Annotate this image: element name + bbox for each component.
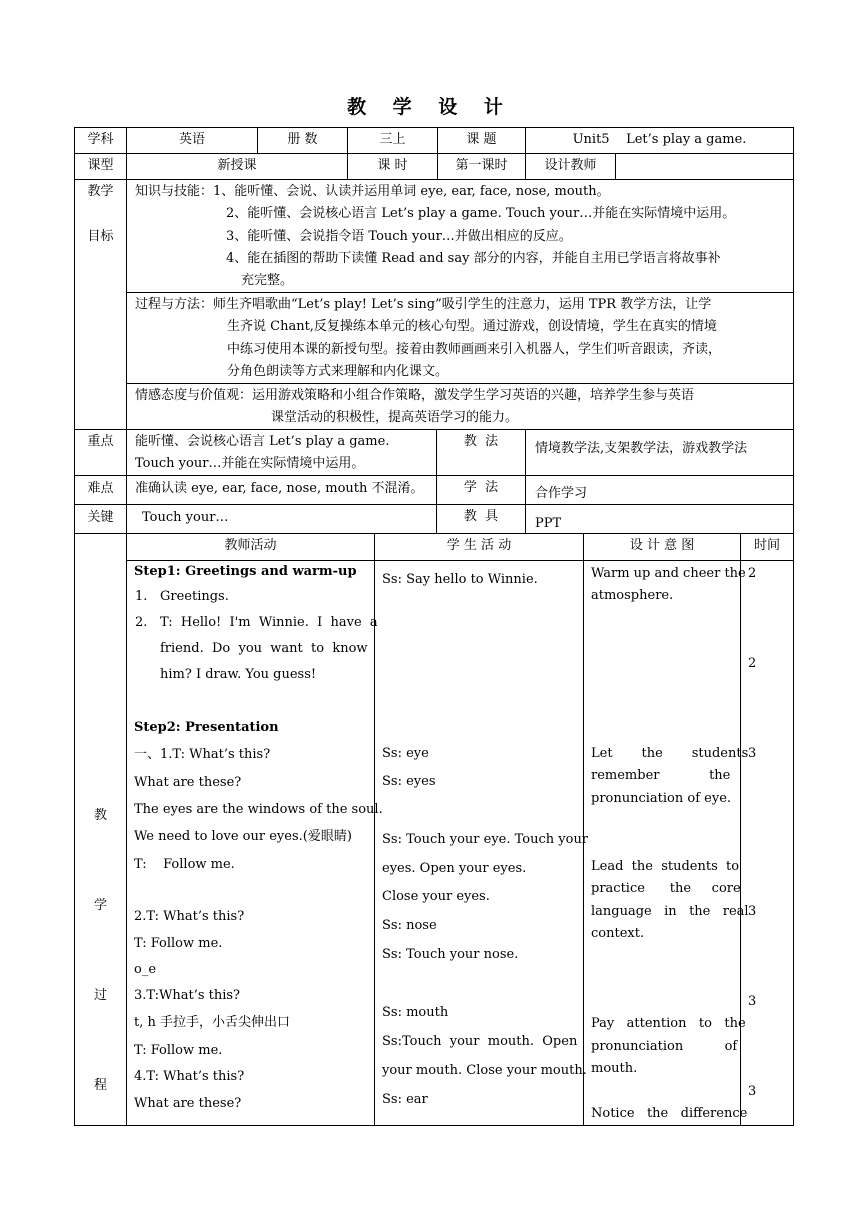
knowledge-line: 4、能在插图的帮助下读懂 Read and say 部分的内容，并能自主用已学语言将故事补 xyxy=(226,251,721,266)
time-value: 2 xyxy=(748,566,757,581)
column-header-time: 时间 xyxy=(753,538,780,553)
intent-line: pronunciation of xyxy=(591,1039,738,1054)
intent-line: pronunciation of eye. xyxy=(591,791,732,806)
teaching-method-label: 教 法 xyxy=(463,434,499,449)
type-label: 课型 xyxy=(87,158,114,173)
teaching-tools-label: 教 具 xyxy=(463,509,499,524)
key-text: 能听懂、会说核心语言 Let’s play a game. xyxy=(135,434,390,449)
student-line: Ss: Touch your nose. xyxy=(382,947,519,962)
intent-line: remember the xyxy=(591,768,731,783)
process-side-label: 教 xyxy=(93,808,107,823)
teacher-line: What are these? xyxy=(134,1096,242,1111)
column-header-teacher: 教师活动 xyxy=(224,538,277,553)
teacher-line: The eyes are the windows of the soul. xyxy=(134,802,383,817)
student-line: Ss: Touch your eye. Touch your xyxy=(382,832,589,847)
designer-label: 设计教师 xyxy=(544,158,597,173)
page-title: 教 学 设 计 xyxy=(347,96,513,118)
difficulty-text: 准确认读 eye, ear, face, nose, mouth 不混淆。 xyxy=(135,481,424,496)
subject-value: 英语 xyxy=(178,132,205,147)
time-value: 3 xyxy=(748,746,757,761)
study-method-value: 合作学习 xyxy=(535,486,588,501)
teacher-line: o_e xyxy=(134,962,157,977)
time-value: 2 xyxy=(748,656,757,671)
teacher-line: T: Follow me. xyxy=(134,857,235,872)
type-value: 新授课 xyxy=(217,158,257,173)
process-method-line: 分角色朗读等方式来理解和内化课文。 xyxy=(227,364,449,379)
process-side-label: 过 xyxy=(93,988,107,1003)
cell xyxy=(740,560,794,1126)
intent-line: Notice the difference xyxy=(591,1106,748,1121)
crux-text: Touch your… xyxy=(142,510,229,525)
teacher-line: We need to love our eyes.(爱眼睛) xyxy=(134,829,352,844)
key-label: 重点 xyxy=(87,434,114,449)
attitude-line: 情感态度与价值观：运用游戏策略和小组合作策略，激发学生学习英语的兴趣，培养学生参与英语 xyxy=(135,388,695,403)
objectives-label: 目标 xyxy=(87,229,114,244)
teacher-line: T: Follow me. xyxy=(134,936,223,951)
cell xyxy=(74,179,127,430)
process-side-label: 学 xyxy=(93,898,107,913)
time-value: 3 xyxy=(748,1084,757,1099)
study-method-label: 学 法 xyxy=(463,480,499,495)
crux-label: 关键 xyxy=(87,510,114,525)
subject-label: 学科 xyxy=(87,132,114,147)
cell xyxy=(615,153,794,180)
period-value: 第一课时 xyxy=(455,158,508,173)
objectives-label: 教学 xyxy=(87,184,114,199)
knowledge-line: 充完整。 xyxy=(241,273,294,288)
teacher-line: Greetings. xyxy=(160,589,229,604)
period-label: 课 时 xyxy=(377,158,408,173)
key-text: Touch your…并能在实际情境中运用。 xyxy=(135,456,365,471)
volume-label: 册 数 xyxy=(287,132,318,147)
student-line: Ss: eye xyxy=(382,746,429,761)
knowledge-line: 3、能听懂、会说指令语 Touch your…并做出相应的反应。 xyxy=(226,229,572,244)
intent-line: Let the students xyxy=(591,746,749,761)
intent-line: Lead the students to xyxy=(591,859,740,874)
volume-value: 三上 xyxy=(379,132,406,147)
teacher-line: What are these? xyxy=(134,775,242,790)
teacher-line: t, h 手拉手，小舌尖伸出口 xyxy=(134,1015,290,1030)
process-method-line: 中练习使用本课的新授句型。接着由教师画画来引入机器人，学生们听音跟读，齐读， xyxy=(227,342,722,357)
teacher-line: 3.T:What’s this? xyxy=(134,988,241,1003)
intent-line: context. xyxy=(591,926,645,941)
knowledge-line: 知识与技能：1、能听懂、会说、认读并运用单词 eye, ear, face, nose, mouth。 xyxy=(135,184,610,199)
intent-line: Warm up and cheer the xyxy=(591,566,746,581)
knowledge-line: 2、能听懂、会说核心语言 Let’s play a game. Touch your…并能在实际情境中运用。 xyxy=(226,206,736,221)
teaching-method-value: 情境教学法,支架教学法，游戏教学法 xyxy=(535,441,748,456)
student-line: Close your eyes. xyxy=(382,889,490,904)
student-line: Ss: Say hello to Winnie. xyxy=(382,572,538,587)
teacher-list-number: 2. xyxy=(135,615,148,630)
teacher-line: T: Hello! I'm Winnie. I have a xyxy=(160,615,378,630)
teaching-tools-value: PPT xyxy=(535,516,562,531)
teacher-line: him? I draw. You guess! xyxy=(160,667,317,682)
intent-line: mouth. xyxy=(591,1061,638,1076)
process-method-line: 过程与方法：师生齐唱歌曲“Let’s play! Let’s sing”吸引学生的注意力，运用 TPR 教学方法，让学 xyxy=(135,297,712,312)
student-line: Ss: ear xyxy=(382,1092,428,1107)
intent-line: atmosphere. xyxy=(591,588,674,603)
attitude-line: 课堂活动的积极性，提高英语学习的能力。 xyxy=(271,410,519,425)
student-line: Ss: nose xyxy=(382,918,437,933)
student-line: eyes. Open your eyes. xyxy=(382,861,527,876)
topic-value: Unit5 Let’s play a game. xyxy=(572,132,747,147)
teacher-line: friend. Do you want to know xyxy=(160,641,368,656)
teacher-step-heading: Step2: Presentation xyxy=(134,720,279,735)
teacher-list-number: 1. xyxy=(135,589,148,604)
time-value: 3 xyxy=(748,904,757,919)
teacher-line: 2.T: What’s this? xyxy=(134,909,245,924)
column-header-intent: 设 计 意 图 xyxy=(629,538,695,553)
intent-line: practice the core xyxy=(591,881,741,896)
intent-line: Pay attention to the xyxy=(591,1016,746,1031)
teacher-line: 4.T: What’s this? xyxy=(134,1069,245,1084)
process-side-label: 程 xyxy=(93,1078,107,1093)
time-value: 3 xyxy=(748,994,757,1009)
cell xyxy=(525,504,794,534)
student-line: your mouth. Close your mouth. xyxy=(382,1063,587,1078)
cell xyxy=(74,533,127,1126)
teacher-line: T: Follow me. xyxy=(134,1043,223,1058)
difficulty-label: 难点 xyxy=(87,481,114,496)
student-line: Ss: mouth xyxy=(382,1005,449,1020)
process-method-line: 生齐说 Chant,反复操练本单元的核心句型。通过游戏，创设情境，学生在真实的情境 xyxy=(227,319,717,334)
student-line: Ss: eyes xyxy=(382,774,436,789)
student-line: Ss:Touch your mouth. Open xyxy=(382,1034,578,1049)
intent-line: language in the real xyxy=(591,904,749,919)
teacher-step-heading: Step1: Greetings and warm-up xyxy=(134,564,357,579)
column-header-student: 学 生 活 动 xyxy=(446,538,512,553)
teacher-line: 一、1.T: What’s this? xyxy=(134,747,271,762)
topic-label: 课 题 xyxy=(466,132,497,147)
